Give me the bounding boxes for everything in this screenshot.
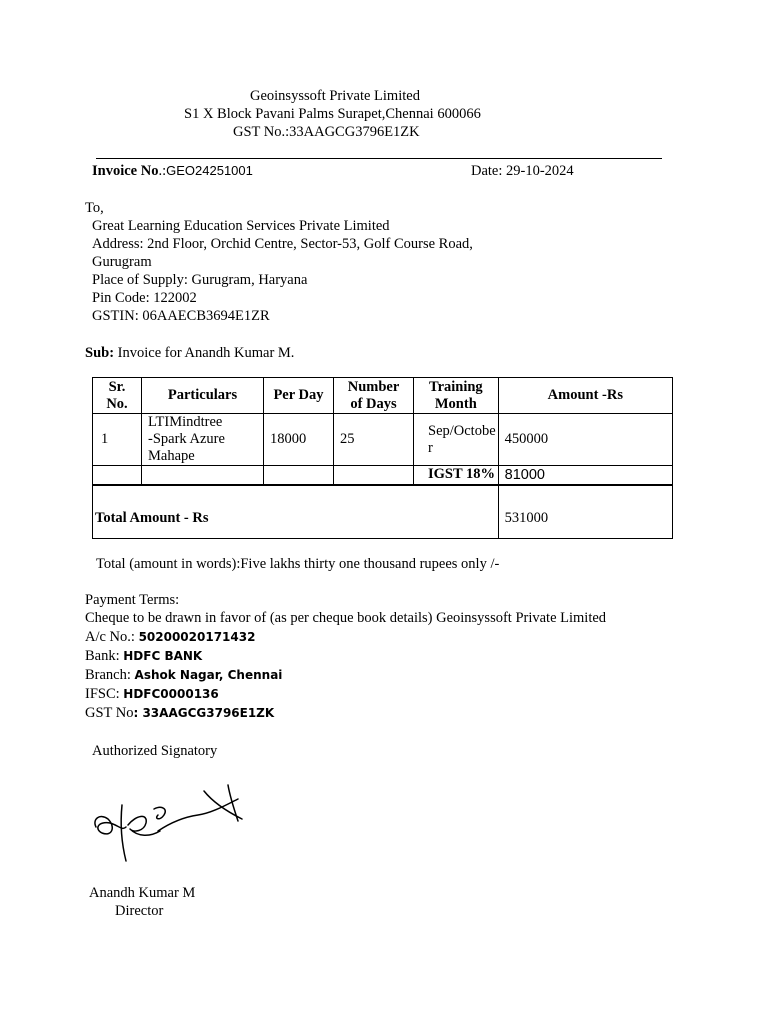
row-sr: 1 <box>93 414 142 466</box>
header-sr-1: Sr. <box>108 378 126 395</box>
header-days-1: Number <box>347 378 400 395</box>
row-particulars <box>142 414 264 466</box>
authorized-signatory: Authorized Signatory <box>92 743 218 759</box>
subject-label: Sub: <box>85 345 115 361</box>
amount-in-words: Total (amount in words):Five lakhs thirty one thousand rupees only /- <box>96 556 500 572</box>
gst-number-label: GST No <box>85 705 134 721</box>
igst-row <box>93 466 673 485</box>
header-amount: Amount -Rs <box>498 378 672 414</box>
ifsc-label: IFSC: <box>85 686 124 702</box>
ifsc <box>85 686 219 703</box>
invoice-number-label: Invoice No <box>92 163 159 179</box>
bank <box>85 648 202 665</box>
header-divider <box>96 158 662 159</box>
header-days <box>334 378 414 414</box>
place-of-supply: Place of Supply: Gurugram, Haryana <box>92 272 308 288</box>
signature-stroke-5 <box>158 799 238 831</box>
company-name: Geoinsyssoft Private Limited <box>250 88 420 104</box>
signatory-name: Anandh Kumar M <box>89 885 196 901</box>
account-number-label: A/c No.: <box>85 629 139 645</box>
igst-empty-1 <box>93 466 142 485</box>
company-address: S1 X Block Pavani Palms Surapet,Chennai 600066 <box>184 106 481 122</box>
total-value: 531000 <box>498 485 672 539</box>
header-month-1: Training <box>428 378 483 395</box>
table-row <box>93 414 673 466</box>
row-days: 25 <box>334 414 414 466</box>
row-per-day: 18000 <box>264 414 334 466</box>
branch-value: Ashok Nagar, Chennai <box>134 668 283 682</box>
recipient-name: Great Learning Education Services Private Limited <box>92 218 390 234</box>
igst-empty-3 <box>264 466 334 485</box>
total-row <box>93 485 673 539</box>
row-particulars-3: Mahape <box>148 448 195 464</box>
igst-empty-4 <box>334 466 414 485</box>
row-month-2: r <box>428 439 433 456</box>
branch <box>85 667 282 684</box>
payment-terms-title: Payment Terms: <box>85 592 180 608</box>
table-header-row <box>93 378 673 414</box>
igst-value: 81000 <box>498 466 672 485</box>
header-per-day: Per Day <box>264 378 334 414</box>
recipient-gstin: GSTIN: 06AAECB3694E1ZR <box>92 308 270 324</box>
bank-value: HDFC BANK <box>123 649 203 663</box>
signature-image <box>88 775 253 870</box>
account-number <box>85 629 255 646</box>
payment-cheque: Cheque to be drawn in favor of (as per cheque book details) Geoinsyssoft Private Limited <box>85 610 607 626</box>
header-sr <box>93 378 142 414</box>
signature-stroke-2 <box>121 805 126 861</box>
gst-number <box>85 705 274 722</box>
row-amount: 450000 <box>498 414 672 466</box>
signature-stroke-4 <box>154 807 165 818</box>
recipient-address-1: Address: 2nd Floor, Orchid Centre, Sector-53, Golf Course Road, <box>92 236 473 252</box>
bank-label: Bank: <box>85 648 124 664</box>
row-month <box>414 414 499 466</box>
ifsc-value: HDFC0000136 <box>123 687 219 701</box>
row-month-1: Sep/Octobe <box>428 422 496 439</box>
invoice-table <box>92 377 673 539</box>
header-particulars: Particulars <box>142 378 264 414</box>
signature-stroke-3 <box>128 816 160 835</box>
row-particulars-1: LTIMindtree <box>148 414 223 430</box>
account-number-value: 50200020171432 <box>138 630 256 644</box>
subject <box>85 345 294 362</box>
header-month <box>414 378 499 414</box>
branch-label: Branch: <box>85 667 135 683</box>
igst-label: IGST 18% <box>414 466 499 485</box>
invoice-number <box>92 163 253 180</box>
gst-number-value: : 33AAGCG3796E1ZK <box>133 706 275 720</box>
igst-empty-2 <box>142 466 264 485</box>
header-month-2: Month <box>434 395 477 412</box>
header-sr-2: No. <box>106 395 128 412</box>
signatory-title: Director <box>115 903 164 919</box>
row-particulars-2: -Spark Azure <box>148 431 225 447</box>
recipient-address-2: Gurugram <box>92 254 152 270</box>
subject-text: Invoice for Anandh Kumar M. <box>114 345 295 361</box>
pin-code: Pin Code: 122002 <box>92 290 197 306</box>
to-label: To, <box>85 200 104 216</box>
company-gst: GST No.:33AAGCG3796E1ZK <box>233 124 420 140</box>
invoice-date: Date: 29-10-2024 <box>471 163 574 179</box>
total-label: Total Amount - Rs <box>93 485 499 539</box>
invoice-number-sep: .: <box>158 163 167 179</box>
invoice-number-value: GEO24251001 <box>166 163 253 178</box>
header-days-2: of Days <box>350 395 397 412</box>
